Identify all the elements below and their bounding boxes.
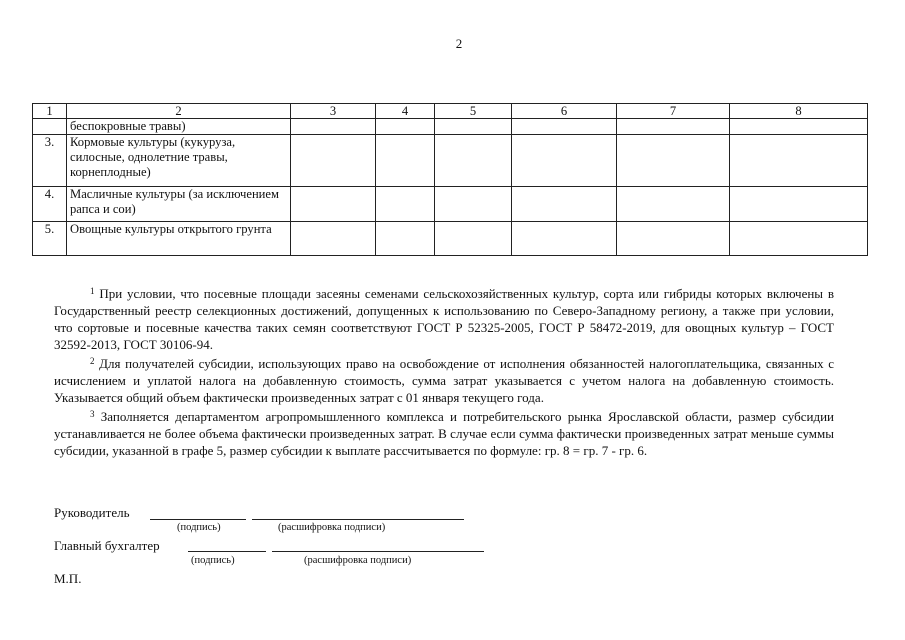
column-header: 7 — [617, 104, 730, 119]
table-cell — [617, 187, 730, 222]
table-cell — [376, 222, 435, 256]
head-signature-label: Руководитель — [54, 505, 130, 520]
table-cell — [730, 222, 868, 256]
table-cell — [435, 119, 512, 135]
table-cell — [512, 187, 617, 222]
table-cell — [291, 187, 376, 222]
accountant-signature-label: Главный бухгалтер — [54, 538, 160, 553]
row-number — [33, 119, 67, 135]
data-table — [32, 103, 868, 256]
table-cell — [435, 135, 512, 187]
page-number: 2 — [455, 36, 463, 51]
table-row — [33, 119, 868, 135]
row-crop-name: Овощные культуры открытого грунта — [67, 222, 291, 256]
accountant-signature-caption: (подпись) — [191, 555, 235, 566]
table-cell — [512, 135, 617, 187]
footnote-text: При условии, что посевные площади засеяны семенами сельскохозяйственных культур, сорта или гибриды которых включены в Государственный реестр селекционных достижений, допущенных к использованию по Северо-Западному региону, а также при условии, что сортовые и посевные качества таких семян соответствуют ГОСТ Р 52325-2005, ГОСТ Р 58472-2019, для овощных культур – ГОСТ 32592-2013, ГОСТ 30106-94. — [54, 286, 834, 352]
table-cell — [435, 222, 512, 256]
footnote-text: Заполняется департаментом агропромышленного комплекса и потребительского рынка Ярославской области, размер субсидии устанавливается не более объема фактически произведенных затрат. В случае если сумма фактически произведенных затрат меньше суммы субсидии, указанной в графе 5, размер субсидии к выплате рассчитывается по формуле: гр. 8 = гр. 7 - гр. 6. — [54, 409, 835, 458]
table-cell — [291, 135, 376, 187]
table-cell — [512, 222, 617, 256]
table-cell — [617, 222, 730, 256]
row-number: 4. — [33, 187, 67, 222]
table-row — [33, 187, 868, 222]
table-cell — [435, 187, 512, 222]
table-row — [33, 135, 868, 187]
column-header: 4 — [376, 104, 435, 119]
table-header-row — [33, 104, 868, 119]
footnotes — [54, 283, 834, 459]
table-cell — [376, 135, 435, 187]
head-signature-line — [150, 519, 246, 520]
row-crop-name: беспокровные травы) — [67, 119, 291, 135]
head-decode-caption: (расшифровка подписи) — [278, 522, 386, 533]
column-header: 3 — [291, 104, 376, 119]
table-cell — [291, 119, 376, 135]
column-header: 1 — [33, 104, 67, 119]
column-header: 6 — [512, 104, 617, 119]
accountant-signature-line — [188, 551, 266, 552]
column-header: 5 — [435, 104, 512, 119]
table-cell — [376, 119, 435, 135]
footnote — [54, 353, 834, 406]
row-number: 3. — [33, 135, 67, 187]
table-cell — [730, 187, 868, 222]
table-cell — [730, 135, 868, 187]
row-number: 5. — [33, 222, 67, 256]
table-cell — [291, 222, 376, 256]
row-crop-name: Масличные культуры (за исключением рапса и сои) — [67, 187, 291, 222]
column-header: 8 — [730, 104, 868, 119]
footnote-text: Для получателей субсидии, использующих право на освобождение от исполнения обязанностей налогоплательщика, связанных с исчислением и уплатой налога на добавленную стоимость, сумма затрат указывается с учетом налога на добавленную стоимость. Указывается общий объем фактически произведенных затрат с 01 января текущего года. — [54, 356, 834, 405]
column-header: 2 — [67, 104, 291, 119]
stamp-label: М.П. — [54, 571, 82, 586]
table-row — [33, 222, 868, 256]
table-cell — [617, 135, 730, 187]
accountant-decode-line — [272, 551, 484, 552]
accountant-decode-caption: (расшифровка подписи) — [304, 555, 412, 566]
footnote-mark: 2 — [90, 356, 95, 366]
table-cell — [376, 187, 435, 222]
footnote-mark: 3 — [90, 409, 95, 419]
table-cell — [617, 119, 730, 135]
head-decode-line — [252, 519, 464, 520]
head-signature-caption: (подпись) — [177, 522, 221, 533]
footnote — [54, 283, 834, 353]
footnote-mark: 1 — [90, 286, 95, 296]
footnote — [54, 406, 834, 459]
table-cell — [730, 119, 868, 135]
row-crop-name: Кормовые культуры (кукуруза, силосные, однолетние травы, корнеплодные) — [67, 135, 291, 187]
table-cell — [512, 119, 617, 135]
